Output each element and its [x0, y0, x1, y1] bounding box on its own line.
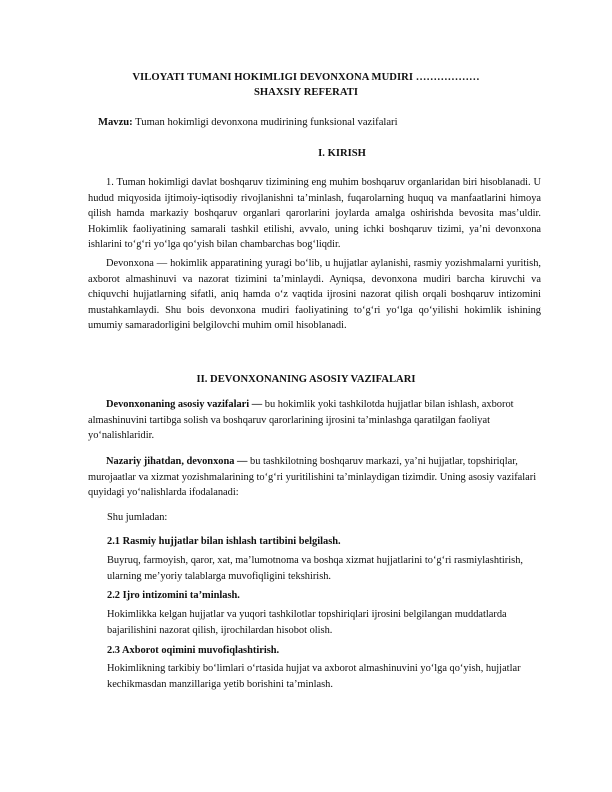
document-title-line1: VILOYATI TUMANI HOKIMLIGI DEVONXONA MUDIRI ……………… — [132, 72, 480, 83]
section2-paragraph2-lead: Nazariy jihatdan, devonxona — — [106, 456, 248, 467]
section2-paragraph2-body: bu tashkilotning boshqaruv markazi, ya’ni hujjatlar, topshiriqlar, murojaatlar va xizmat yozishmalarining to‘g‘ri yuritilishini ta’minlaydigan tizimdir. Uning asosiy vazifalari quyidagi yo‘nalishlarda ifodalanadi: — [88, 456, 537, 499]
section1-heading: I. KIRISH — [318, 148, 366, 159]
list-item-title: 2.2 Ijro intizomini ta’minlash. — [107, 590, 240, 601]
section1-paragraph1: 1. Tuman hokimligi davlat boshqaruv tizimining eng muhim boshqaruv organlaridan biri hisoblanadi. U hudud miqyosida ijtimoiy-iqtisodiy rivojlanishni ta’minlash, fuqarolarning huquq va manfaatlarini himoya qilish hamda markaziy boshqaruv organlari qarorlarini joylarda amalga oshirishda bevosita mas’uldir. Hokimlik faoliyatining samarali tashkil etilishi, avvalo, uning ichki boshqaruv tizimi, ya’ni devonxona ishlarini to‘g‘ri yo‘lga qo‘yish bilan chambarchas bog‘liqdir. — [88, 177, 541, 251]
list-item-title: 2.1 Rasmiy hujjatlar bilan ishlash tartibini belgilash. — [107, 536, 341, 547]
section1-paragraph2: Devonxona — hokimlik apparatining yuragi bo‘lib, u hujjatlar aylanishi, rasmiy yozishmalarni yuritish, axborot almashinuvi va nazorat tizimini ta’minlaydi. Ayniqsa, devonxona mudiri barcha kiruvchi va chiquvchi hujjatlarning sifatli, aniq hamda o‘z vaqtida ijrosini nazorat qilish orqali boshqaruv intizomini mustahkamlaydi. Shu bois devonxona mudiri faoliyatining to‘g‘ri yo‘lga qo‘yilishi hokimlik ishining umumiy samaradorligini belgilovchi muhim omil hisoblanadi. — [88, 258, 541, 332]
list-item-text: Hokimlikning tarkibiy bo‘limlari o‘rtasida hujjat va axborot almashinuvini yo‘lga qo‘yish, hujjatlar kechikmasdan manzillariga yetib borishini ta’minlash. — [107, 663, 521, 690]
section2-paragraph1-body: bu hokimlik yoki tashkilotda hujjatlar bilan ishlash, axborot almashinuvini tartibga solish va boshqaruv qarorlarining ijrosini ta’minlashga qaratilgan faoliyat yo‘nalishlaridir. — [88, 399, 514, 442]
list-item-text: Hokimlikka kelgan hujjatlar va yuqori tashkilotlar topshiriqlari ijrosini belgilangan muddatlarda bajarilishini nazorat qilish, ijrochilardan hisobot olish. — [107, 609, 507, 636]
section2-paragraph2 — [88, 454, 541, 501]
list-intro: Shu jumladan: — [107, 512, 168, 523]
section2-paragraph1-lead: Devonxonaning asosiy vazifalari — — [106, 399, 263, 410]
topic-line — [98, 117, 398, 128]
topic-text: Tuman hokimligi devonxona mudirining funksional vazifalari — [132, 117, 398, 128]
topic-label: Mavzu: — [98, 117, 133, 128]
section2-paragraph1 — [88, 397, 541, 444]
list-item-text: Buyruq, farmoyish, qaror, xat, ma’lumotnoma va boshqa xizmat hujjatlarini to‘g‘ri rasmiylashtirish, ularning me’yoriy talablarga muvofiqligini tekshirish. — [107, 555, 523, 582]
document-title-line2: SHAXSIY REFERATI — [253, 87, 359, 98]
list-item-title: 2.3 Axborot oqimini muvofiqlashtirish. — [107, 645, 280, 656]
section2-heading: II. DEVONXONANING ASOSIY VAZIFALARI — [196, 374, 416, 385]
